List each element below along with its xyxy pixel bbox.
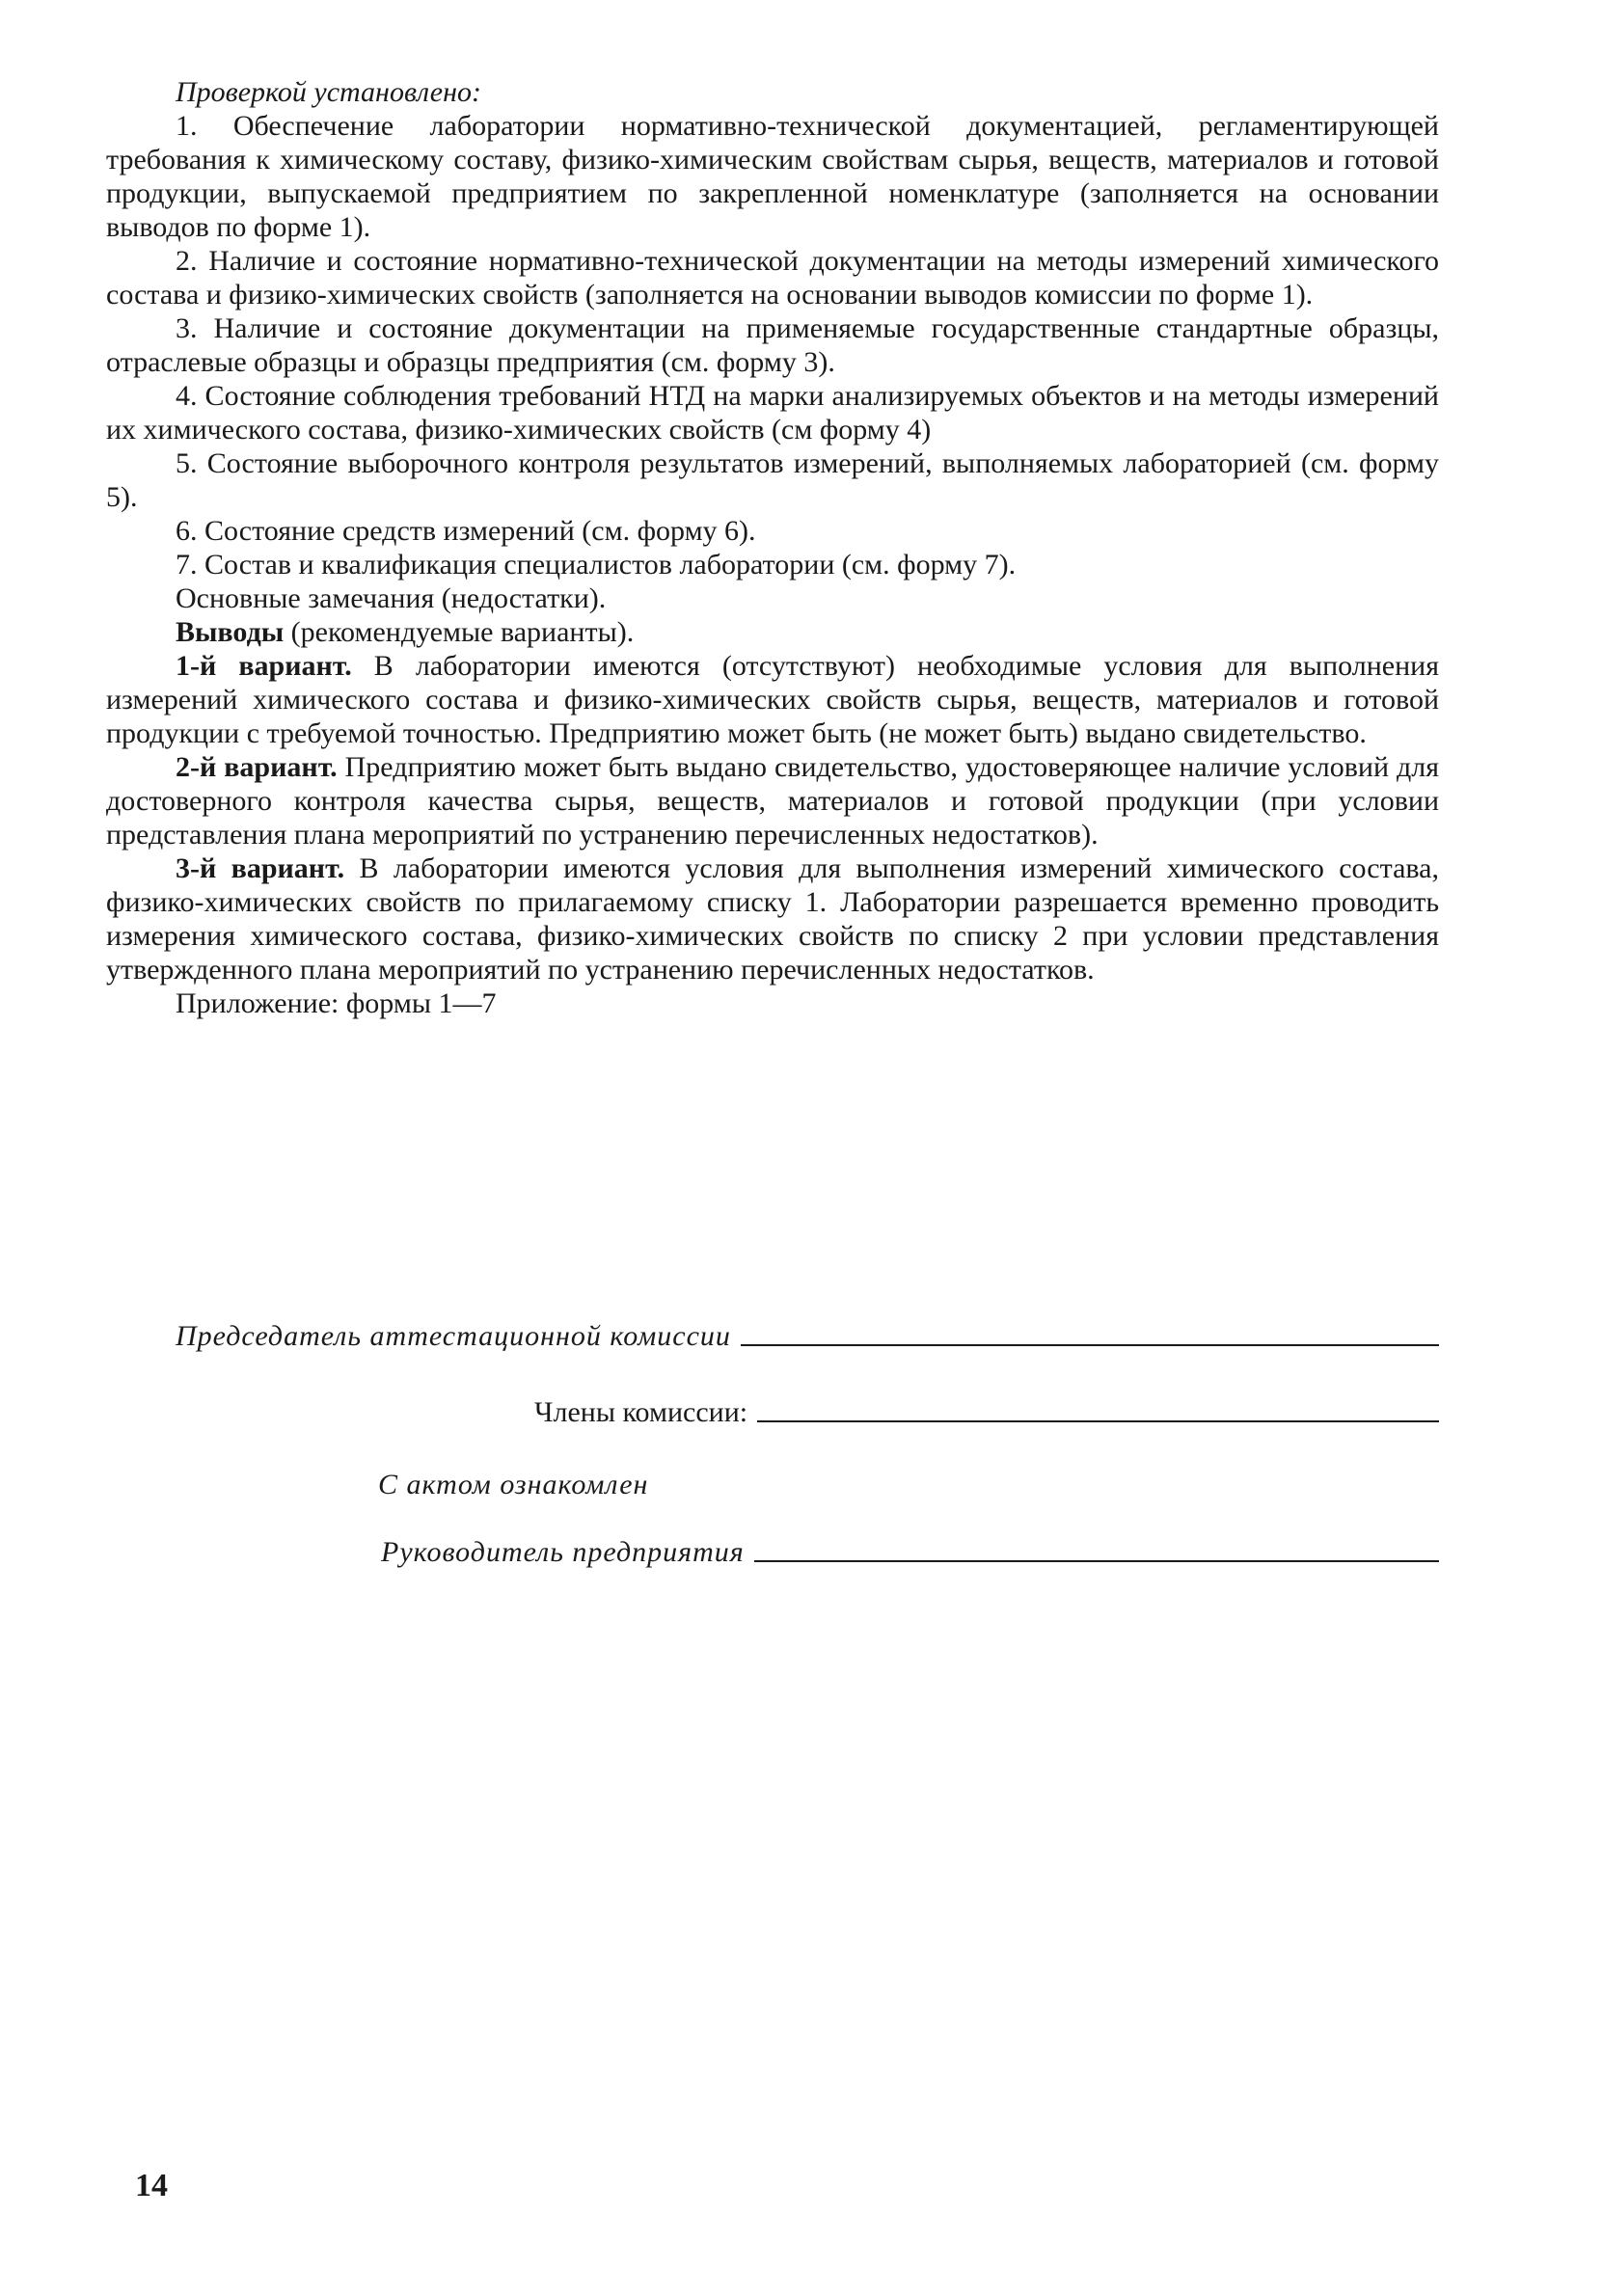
variant-1 (106, 649, 1439, 750)
item-1: 1. Обеспечение лаборатории нормативно-технической документацией, регламентирующей требования к химическому составу, физико-химическим свойствам сырья, веществ, материалов и готовой продукции, выпускаемой предприятием по закрепленной номенклатуре (заполняется на основании выводов по форме 1). (106, 110, 1439, 243)
main-remarks: Основные замечания (недостатки). (176, 582, 607, 614)
signature-chairman-line (741, 1344, 1439, 1346)
variant-1-label: 1-й вариант. (176, 650, 352, 682)
document-body (106, 75, 1439, 1020)
intro-heading: Проверкой установлено: (176, 76, 481, 108)
page-number: 14 (135, 2168, 168, 2203)
variant-3-text: В лаборатории имеются условия для выполнения измерений химического состава, физико-химических свойств по прилагаемому списку 1. Лаборатории разрешается временно проводить измерения химического состава, физико-химических свойств по списку 2 при условии представления утвержденного плана мероприятий по устранению перечисленных недостатков. (106, 852, 1439, 986)
conclusions (106, 615, 1439, 649)
appendix: Приложение: формы 1—7 (176, 987, 497, 1019)
variant-2-text: Предприятию может быть выдано свидетельство, удостоверяющее наличие условий для достоверного контроля качества сырья, веществ, материалов и готовой продукции (при условии представления плана мероприятий по устранению перечисленных недостатков). (106, 751, 1439, 851)
signature-head-label: Руководитель предприятия (381, 1536, 745, 1568)
acquainted-note (378, 1468, 648, 1502)
item-6: 6. Состояние средств измерений (см. форму 6). (176, 515, 756, 547)
signature-members-label: Члены комиссии: (534, 1396, 748, 1428)
conclusions-label: Выводы (176, 616, 285, 648)
item-3: 3. Наличие и состояние документации на применяемые государственные стандартные образцы, отраслевые образцы и образцы предприятия (см. форму 3). (106, 312, 1439, 378)
variant-2 (106, 750, 1439, 851)
signature-chairman-label: Председатель аттестационной комиссии (176, 1320, 731, 1352)
item-4: 4. Состояние соблюдения требований НТД на марки анализируемых объектов и на методы измерений их химического состава, физико-химических свойств (см форму 4) (106, 380, 1439, 446)
item-7: 7. Состав и квалификация специалистов лаборатории (см. форму 7). (176, 549, 1017, 581)
acquainted-label: С актом ознакомлен (378, 1469, 649, 1500)
signature-members-line (757, 1420, 1439, 1422)
signature-chairman (176, 1319, 1439, 1354)
signature-head-line (754, 1560, 1439, 1562)
item-2: 2. Наличие и состояние нормативно-технической документации на методы измерений химического состава и физико-химических свойств (заполняется на основании выводов комиссии по форме 1). (106, 245, 1439, 311)
variant-3 (106, 851, 1439, 986)
signature-head (381, 1535, 1439, 1570)
conclusions-text: (рекомендуемые варианты). (284, 616, 635, 648)
signature-members (534, 1395, 1439, 1430)
variant-1-text: В лаборатории имеются (отсутствуют) необходимые условия для выполнения измерений химического состава и физико-химических свойств сырья, веществ, материалов и готовой продукции с требуемой точностью. Предприятию может быть (не может быть) выдано свидетельство. (106, 650, 1439, 749)
variant-2-label: 2-й вариант. (176, 751, 338, 783)
variant-3-label: 3-й вариант. (176, 852, 345, 884)
item-5: 5. Состояние выборочного контроля результатов измерений, выполняемых лабораторией (см. форму 5). (106, 447, 1439, 513)
